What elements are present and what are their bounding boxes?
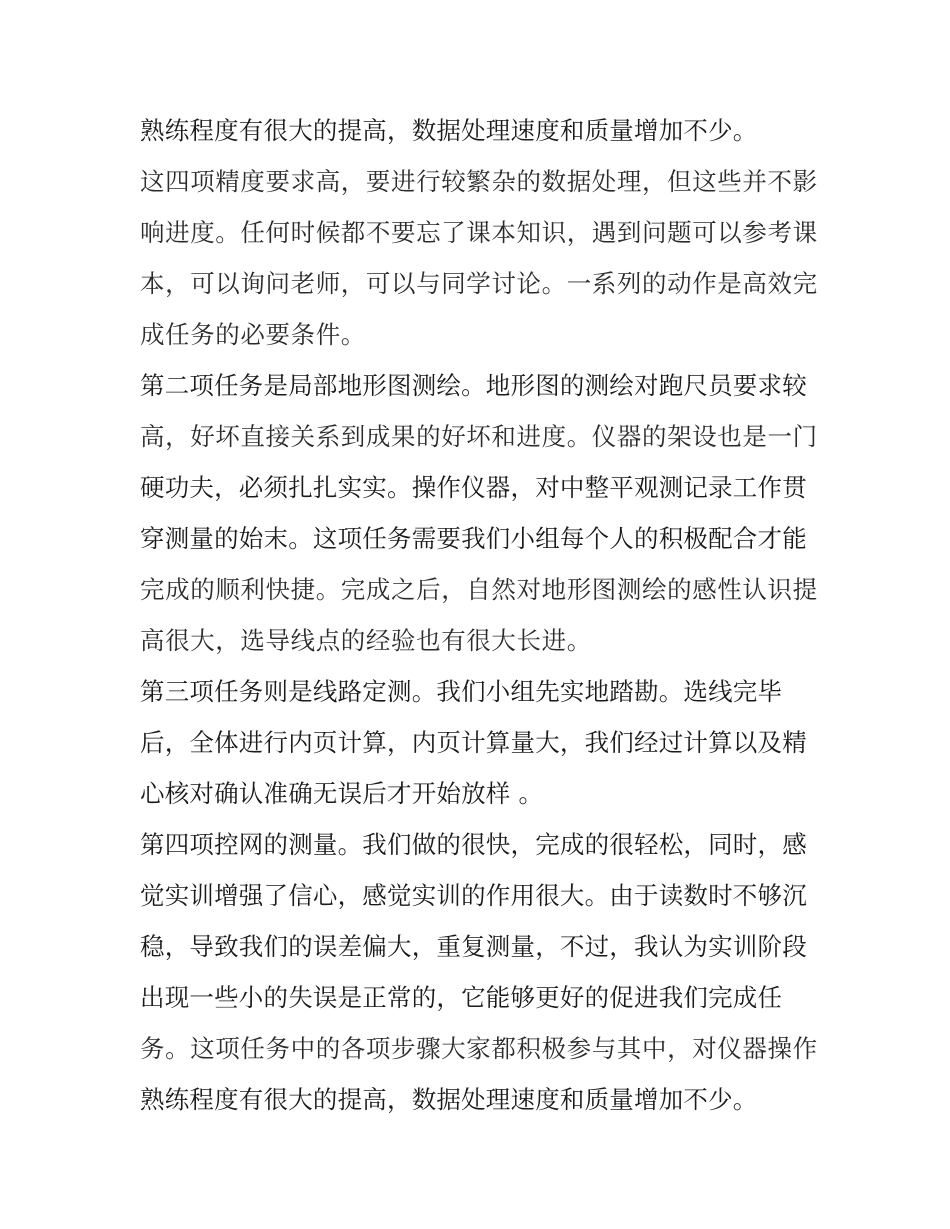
text-line: 出现一些小的失误是正常的，它能够更好的促进我们完成任 xyxy=(140,983,783,1012)
text-line: 响进度。任何时候都不要忘了课本知识，遇到问题可以参考课 xyxy=(140,218,818,247)
text-line: 熟练程度有很大的提高，数据处理速度和质量增加不少。 xyxy=(140,116,758,145)
text-line: 觉实训增强了信心，感觉实训的作用很大。由于读数时不够沉 xyxy=(140,881,807,910)
text-line: 熟练程度有很大的提高，数据处理速度和质量增加不少。 xyxy=(140,1085,758,1114)
text-line: 本，可以询问老师，可以与同学讨论。一系列的动作是高效完 xyxy=(140,269,818,298)
text-line: 后，全体进行内页计算，内页计算量大，我们经过计算以及精 xyxy=(140,728,807,757)
text-line: 心核对确认准确无误后才开始放样 。 xyxy=(140,779,544,808)
text-line: 这四项精度要求高，要进行较繁杂的数据处理，但这些并不影 xyxy=(140,167,818,196)
text-line: 硬功夫，必须扎扎实实。操作仪器，对中整平观测记录工作贯 xyxy=(140,473,807,502)
text-line: 成任务的必要条件。 xyxy=(140,320,366,349)
text-line: 高很大，选导线点的经验也有很大长进。 xyxy=(140,626,592,655)
text-line: 高，好坏直接关系到成果的好坏和进度。仪器的架设也是一门 xyxy=(140,422,818,451)
text-line: 完成的顺利快捷。完成之后，自然对地形图测绘的感性认识提 xyxy=(140,575,818,604)
text-line: 务。这项任务中的各项步骤大家都积极参与其中，对仪器操作 xyxy=(140,1034,818,1063)
text-line: 稳，导致我们的误差偏大，重复测量，不过，我认为实训阶段 xyxy=(140,932,807,961)
text-line: 第二项任务是局部地形图测绘。地形图的测绘对跑尺员要求较 xyxy=(140,371,807,400)
text-line: 第三项任务则是线路定测。我们小组先实地踏勘。选线完毕 xyxy=(140,677,783,706)
text-line: 第四项控网的测量。我们做的很快，完成的很轻松，同时，感 xyxy=(140,830,807,859)
text-line: 穿测量的始末。这项任务需要我们小组每个人的积极配合才能 xyxy=(140,524,807,553)
